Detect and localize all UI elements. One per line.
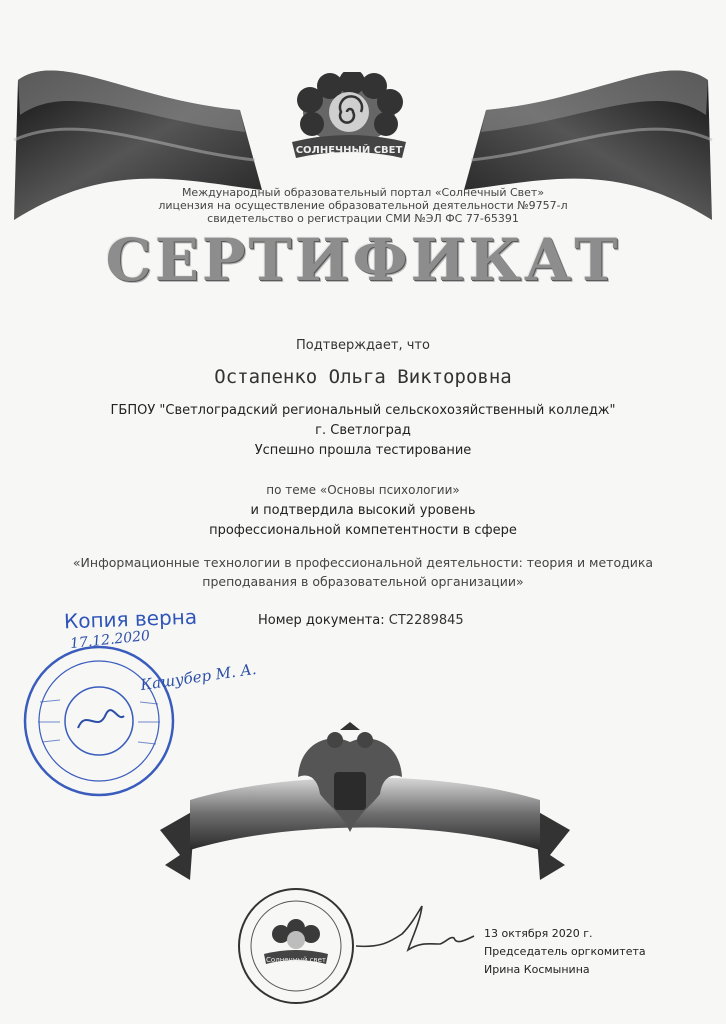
document-number-label: Номер документа: bbox=[258, 613, 385, 628]
issue-date: 13 октября 2020 г. bbox=[484, 927, 593, 940]
competence-text: профессиональной компетентности в сфере bbox=[209, 523, 517, 538]
document-number-value: СТ2289845 bbox=[388, 613, 464, 628]
confirms-text: Подтверждает, что bbox=[296, 338, 430, 353]
city: г. Светлоград bbox=[315, 423, 411, 438]
passed-text: Успешно прошла тестирование bbox=[254, 443, 472, 458]
portal-round-seal bbox=[236, 886, 356, 1006]
solnechny-svet-logo bbox=[282, 72, 417, 164]
portal-header bbox=[0, 186, 726, 225]
recipient-name: Остапенко Ольга Викторовна bbox=[214, 366, 512, 388]
logo-text: СОЛНЕЧНЫЙ СВЕТ bbox=[295, 145, 403, 156]
document-number bbox=[258, 613, 464, 628]
area-line-2: преподавания в образовательной организации» bbox=[202, 574, 524, 589]
handwritten-name: Кашубер М. А. bbox=[139, 659, 258, 695]
topic-text: по теме «Основы психологии» bbox=[266, 483, 460, 497]
signature bbox=[350, 886, 480, 966]
confirmed-level-text: и подтвердила высокий уровень bbox=[250, 503, 476, 518]
portal-name: Международный образовательный портал «Солнечный Свет» bbox=[181, 186, 545, 199]
signatory-role: Председатель оргкомитета bbox=[484, 945, 646, 958]
organization: ГБПОУ "Светлоградский региональный сельскохозяйственный колледж" bbox=[110, 403, 616, 418]
coat-of-arms-eagle-icon bbox=[290, 722, 410, 852]
certificate-title: СЕРТИФИКАТ bbox=[105, 226, 621, 294]
area-line-1: «Информационные технологии в профессиональной деятельности: теория и методика bbox=[72, 555, 654, 570]
registration-line: свидетельство о регистрации СМИ №ЭЛ ФС 77-65391 bbox=[207, 212, 519, 225]
license-line: лицензия на осуществление образовательной деятельности №9757-л bbox=[158, 199, 568, 212]
signatory-name: Ирина Космынина bbox=[484, 963, 590, 976]
copy-verified-stamp: Копия верна bbox=[63, 604, 198, 634]
portal-seal-text: Солнечный свет bbox=[266, 956, 326, 964]
handwritten-date: 17.12.2020 bbox=[69, 627, 151, 653]
